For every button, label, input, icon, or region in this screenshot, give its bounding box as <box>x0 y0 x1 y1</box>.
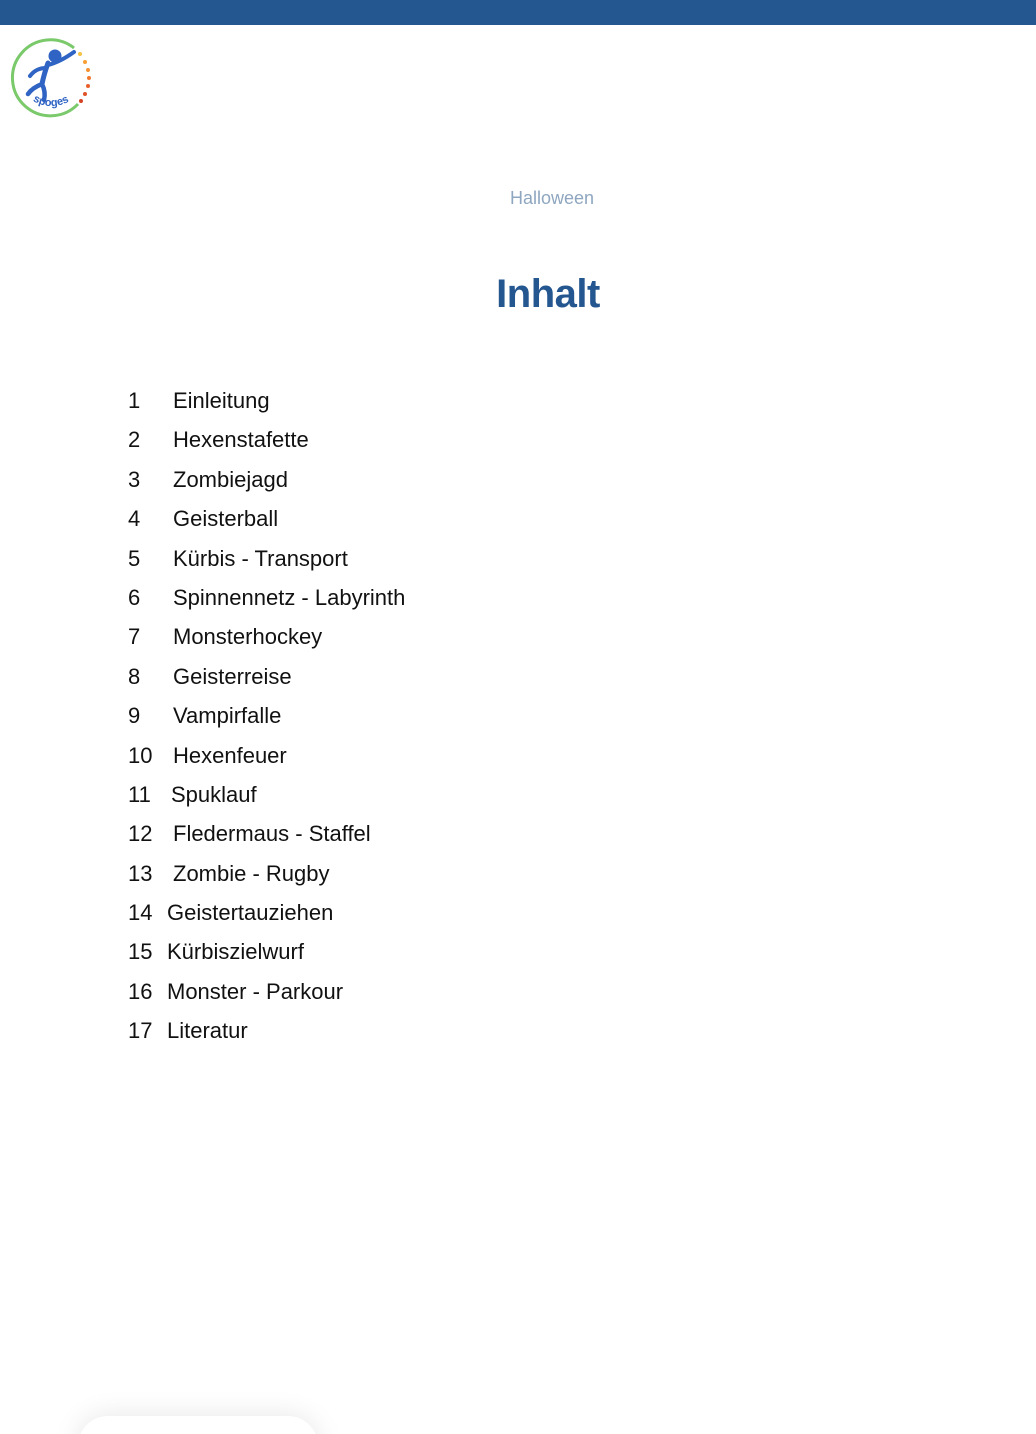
toc-entry[interactable] <box>128 979 405 1018</box>
toc-entry-number: 4 <box>128 506 141 532</box>
floating-pill-button[interactable] <box>78 1416 318 1434</box>
toc-entry[interactable] <box>128 664 405 703</box>
toc-entry-label: Kürbis - Transport <box>173 545 348 571</box>
toc-entry[interactable] <box>128 939 405 978</box>
toc-entry-number: 6 <box>128 584 141 610</box>
toc-entry-label: Spuklauf <box>171 781 257 807</box>
toc-entry-label: Spinnennetz - Labyrinth <box>173 584 406 610</box>
toc-entry-label: Literatur <box>167 1018 248 1044</box>
toc-entry-label: Monsterhockey <box>173 624 323 650</box>
toc-entry[interactable] <box>128 743 405 782</box>
toc-entry[interactable] <box>128 821 405 860</box>
toc-entry[interactable] <box>128 703 405 742</box>
toc-title: Inhalt <box>496 272 600 316</box>
toc-entry-label: Kürbiszielwurf <box>167 939 304 965</box>
running-header: Halloween <box>509 188 595 208</box>
toc-entry[interactable] <box>128 1018 405 1057</box>
toc-entry[interactable] <box>128 427 405 466</box>
toc-entry-number: 2 <box>128 427 141 453</box>
toc-entry-label: Zombiejagd <box>173 466 288 492</box>
toc-entry[interactable] <box>128 467 405 506</box>
toc-entry-label: Geisterreise <box>173 663 292 689</box>
toc-entry-label: Geisterball <box>173 506 279 532</box>
toc-entry-number: 7 <box>128 624 141 650</box>
toc-entry-number: 5 <box>128 545 141 571</box>
toc-entry[interactable] <box>128 861 405 900</box>
toc-entry-number: 3 <box>128 466 141 492</box>
toc-entry-number: 16 <box>128 978 153 1004</box>
toc-list <box>128 388 405 1058</box>
spoges-logo <box>8 38 94 122</box>
toc-entry-number: 13 <box>128 860 153 886</box>
toc-entry-label: Vampirfalle <box>173 703 282 729</box>
toc-entry-number: 12 <box>128 821 153 847</box>
toc-entry-number: 10 <box>128 742 153 768</box>
toc-entry[interactable] <box>128 900 405 939</box>
toc-entry-number: 9 <box>128 703 141 729</box>
toc-entry-label: Geistertauziehen <box>167 900 334 926</box>
toc-entry[interactable] <box>128 388 405 427</box>
toc-entry-label: Zombie - Rugby <box>173 860 330 886</box>
toc-entry[interactable] <box>128 624 405 663</box>
toc-entry-number: 8 <box>128 663 141 689</box>
toc-entry-label: Hexenstafette <box>173 427 309 453</box>
toc-entry[interactable] <box>128 546 405 585</box>
toc-entry-number: 1 <box>128 388 141 413</box>
toc-entry[interactable] <box>128 782 405 821</box>
toc-entry-label: Einleitung <box>173 388 270 413</box>
logo-text: spoges <box>31 92 71 110</box>
toc-entry-number: 15 <box>128 939 153 965</box>
toc-entry[interactable] <box>128 585 405 624</box>
toc-entry-number: 17 <box>128 1018 153 1044</box>
toc-entry-number: 14 <box>128 900 153 926</box>
toc-entry-label: Fledermaus - Staffel <box>173 821 371 847</box>
toc-entry[interactable] <box>128 506 405 545</box>
toc-entry-label: Monster - Parkour <box>167 978 344 1004</box>
toc-entry-number: 11 <box>128 781 151 807</box>
toc-entry-label: Hexenfeuer <box>173 742 287 768</box>
top-bar <box>0 0 1036 25</box>
